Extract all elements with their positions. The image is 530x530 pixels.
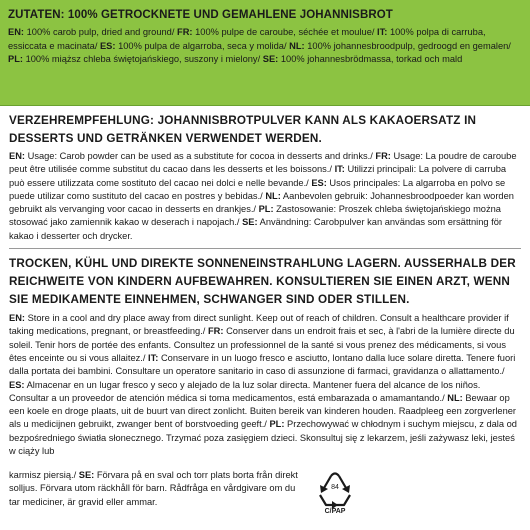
- label-panel: [0, 105, 530, 530]
- storage-text-en: Store in a cool and dry place away from direct sunlight. Keep out of reach of children. Consult a healthcare provider if taking medications, pregnant, or breastfeeding./: [9, 313, 509, 337]
- recommendation-translations: [9, 150, 521, 243]
- storage-text-nl: Bewaar op een koele en droge plaats, uit de buurt van direct zonlicht. Buiten bereik van kinderen houden. Raadpleeg een zorgverlener als u medicijnen gebruikt, zwanger bent of borstvoeding geeft./: [9, 392, 517, 430]
- lang-code-es: ES:: [9, 379, 25, 390]
- lang-code-it: IT:: [334, 164, 345, 175]
- ingredients-text-es: 100% pulpa de algarroba, seca y molida/: [115, 40, 290, 51]
- recommendation-text-en: Usage: Carob powder can be used as a substitute for cocoa in desserts and drinks./: [25, 151, 376, 161]
- ingredients-text-fr: 100% pulpe de caroube, séchée et moulue/: [192, 27, 378, 37]
- lang-code-en: EN:: [9, 151, 26, 161]
- storage-text-se: Förvara på en sval och torr plats borta från direkt solljus. Förvara utom räckhåll för barn. Rådfråga en vårdgivare om du tar mediciner, är gravid eller ammar.: [9, 470, 298, 507]
- lang-code-nl: NL:: [265, 190, 281, 201]
- lang-code-pl: PL:: [258, 204, 274, 215]
- storage-heading: TROCKEN, KÜHL UND DIREKTE SONNENEINSTRAHLUNG LAGERN. AUSSERHALB DER REICHWEITE VON KINDERN AUFBEWAHREN. KONSULTIEREN SIE EINEN ARZT, WENN SIE MEDIKAMENTE EINNEHMEN, SCHWANGER SIND ODER STILLEN.: [9, 257, 516, 307]
- ingredients-text-it: 100% polpa di carruba, essiccata e macinata/: [8, 27, 486, 51]
- recommendation-text-es: Usos principales: La algarroba en polvo se puede utilizar como sustituto del cacao en postres y bebidas./: [9, 177, 506, 201]
- recycling-mark: [310, 470, 360, 524]
- lang-code-fr: FR:: [177, 27, 193, 37]
- storage-text-fr: Conserver dans un endroit frais et sec, à l'abri de la lumière directe du soleil. Tenir hors de portée des enfants. Consultez un professionnel de la santé si vous prenez des médicaments, si vous êtes enceinte ou si vous allaitez./: [9, 326, 515, 363]
- recommendation-text-fr: Usage: La poudre de caroube peut être utilisée comme substitut du cacao dans les desserts et les boissons./: [9, 151, 517, 175]
- ingredients-heading: ZUTATEN: 100% GETROCKNETE UND GEMAHLENE JOHANNISBROT: [8, 9, 393, 21]
- recycling-number: 84: [331, 484, 339, 491]
- lang-code-pl: PL:: [8, 54, 23, 64]
- lang-code-se: SE:: [242, 217, 258, 228]
- storage-text-es: Almacenar en un lugar fresco y seco y alejado de la luz solar directa. Mantener fuera del alcance de los niños. Consultar a un proveedor de atención médica si toma medicamentos, está embarazada o amamantando./: [9, 379, 481, 403]
- recommendation-text-pl: Zastosowanie: Proszek chleba świętojańskiego można stosować jako zamiennik kakao w deserach i napojach./: [9, 204, 501, 228]
- lang-code-se: SE:: [78, 470, 95, 480]
- recommendation-text-nl: Aanbevolen gebruik: Johannesbroodpoeder kan worden gebruikt als vervanging voor cacao in desserts en drankjes./: [9, 190, 514, 215]
- lang-code-nl: NL:: [289, 40, 305, 51]
- lang-code-pl: PL:: [269, 419, 285, 430]
- storage-text-pl-end: karmisz piersią./: [9, 470, 79, 480]
- recycling-code: C/PAP: [324, 508, 346, 515]
- lang-code-es: ES:: [99, 40, 116, 51]
- ingredients-band: [0, 0, 530, 105]
- recommendation-text-se: Användning: Carobpulver kan användas som ersättning för kakao i desserter och drycker.: [9, 217, 503, 241]
- ingredients-text-pl: 100% miąższ chleba świętojańskiego, suszony i mielony/: [22, 54, 263, 64]
- ingredients-text-nl: 100% johannesbroodpulp, gedroogd en gemalen/: [304, 40, 511, 51]
- lang-code-fr: FR:: [375, 151, 391, 161]
- storage-text-pl: Przechowywać w chłodnym i suchym miejscu, z dala od bezpośredniego światła słonecznego. Trzymać poza zasięgiem dzieci. Skonsultuj się z lekarzem, jeśli zażywasz leki, jesteś w ciąży lub: [9, 419, 517, 457]
- lang-code-nl: NL:: [447, 392, 463, 403]
- section-divider: [9, 248, 521, 249]
- lang-code-it: IT:: [377, 27, 388, 37]
- lang-code-en: EN:: [9, 313, 26, 324]
- lang-code-fr: FR:: [207, 326, 224, 337]
- lang-code-se: SE:: [262, 54, 279, 64]
- storage-text-it: Conservare in un luogo fresco e asciutto, lontano dalla luce solare diretta. Tenere fuori dalla portata dei bambini. Consultare un operatore sanitario in caso di assunzione di farmaci, gravidanza o allattamento./: [9, 352, 516, 377]
- recommendation-heading: VERZEHREMPFEHLUNG: JOHANNISBROTPULVER KANN ALS KAKAOERSATZ IN DESSERTS UND GETRÄNKEN VERWENDET WERDEN.: [9, 114, 477, 145]
- lang-code-es: ES:: [311, 177, 327, 188]
- ingredients-text-se: 100% johannesbrödmassa, torkad och mald: [278, 54, 463, 64]
- storage-translations: [9, 312, 521, 458]
- lang-code-en: EN:: [8, 27, 25, 37]
- storage-translations-continued: [9, 469, 299, 509]
- ingredients-text-en: 100% carob pulp, dried and ground/: [24, 27, 178, 37]
- recommendation-text-it: Utilizzi principali: La polvere di carruba può essere utilizzata come sostituto del cacao nei dolci e nelle bevande./: [9, 164, 507, 188]
- lang-code-it: IT:: [148, 352, 159, 363]
- ingredients-translations: [8, 26, 522, 67]
